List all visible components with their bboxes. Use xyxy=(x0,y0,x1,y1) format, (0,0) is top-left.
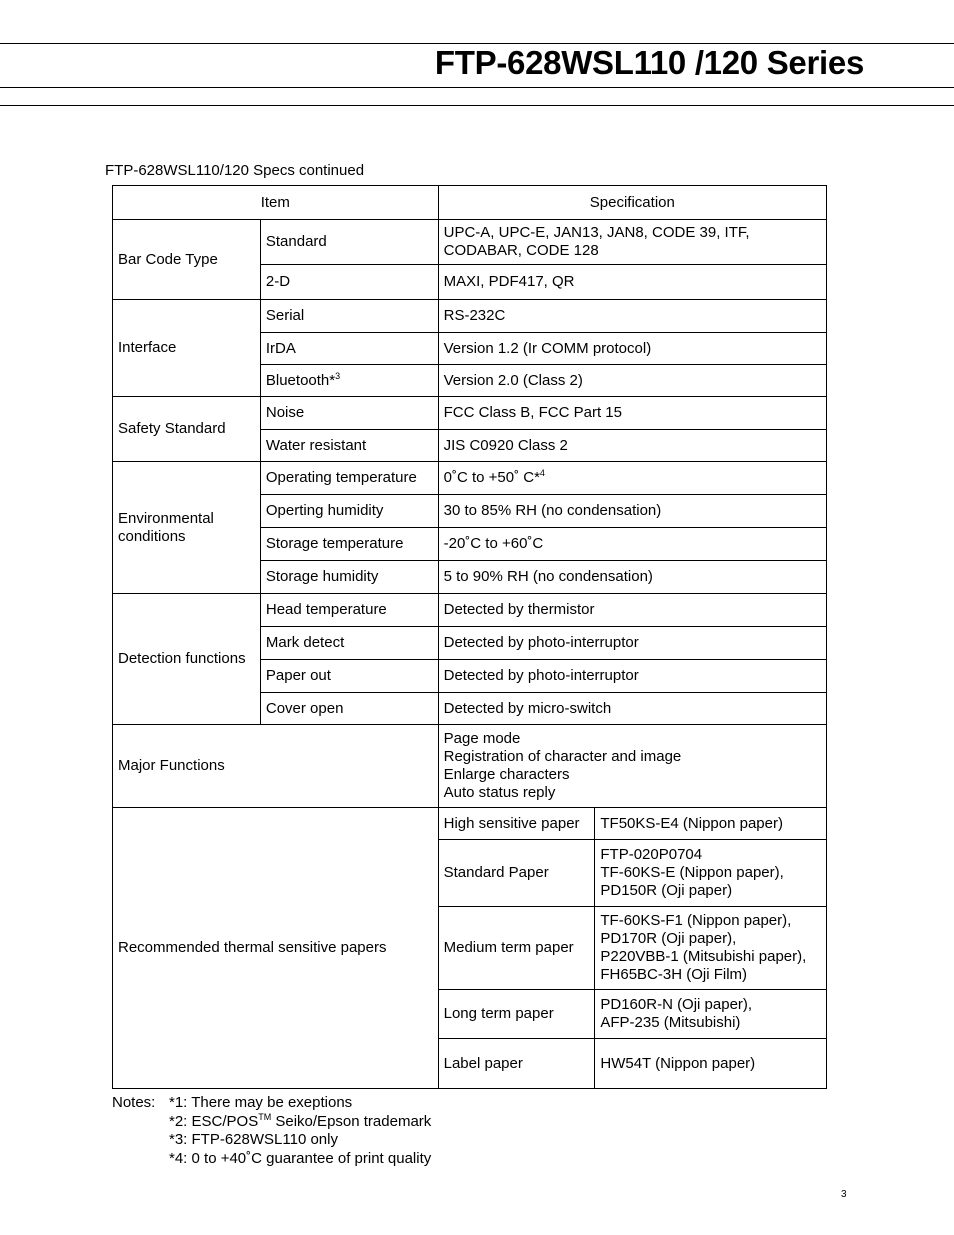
cell-bluetooth-spec: Version 2.0 (Class 2) xyxy=(438,365,826,397)
cell-paper-type: Long term paper xyxy=(438,990,595,1039)
row-label-papers: Recommended thermal sensitive papers xyxy=(113,808,439,1089)
row-label-bar-code: Bar Code Type xyxy=(113,220,261,300)
row-label-environment: Environmental conditions xyxy=(113,462,261,594)
row-label-safety: Safety Standard xyxy=(113,397,261,462)
table-row xyxy=(113,808,827,840)
cell-op-temp: Operating temperature xyxy=(260,462,438,495)
cell-paper-type: Label paper xyxy=(438,1039,595,1089)
cell-cover-spec: Detected by micro-switch xyxy=(438,693,826,725)
cell-paper-spec: TF50KS-E4 (Nippon paper) xyxy=(595,808,827,840)
table-row xyxy=(113,220,827,265)
cell-2d: 2-D xyxy=(260,265,438,300)
cell-noise: Noise xyxy=(260,397,438,430)
cell-standard-spec: UPC-A, UPC-E, JAN13, JAN8, CODE 39, ITF, CODABAR, CODE 128 xyxy=(438,220,826,265)
cell-paper-type: Medium term paper xyxy=(438,907,595,990)
cell-op-hum: Operting humidity xyxy=(260,495,438,528)
note-3: *3: FTP-628WSL110 only xyxy=(169,1131,338,1148)
cell-mark: Mark detect xyxy=(260,627,438,660)
cell-irda-spec: Version 1.2 (Ir COMM protocol) xyxy=(438,333,826,365)
cell-water-spec: JIS C0920 Class 2 xyxy=(438,430,826,462)
header-rule-middle xyxy=(0,87,954,88)
cell-irda: IrDA xyxy=(260,333,438,365)
specs-table xyxy=(112,185,827,1089)
cell-standard: Standard xyxy=(260,220,438,265)
cell-major-spec: Page mode Registration of character and image Enlarge characters Auto status reply xyxy=(438,725,826,808)
table-row xyxy=(113,300,827,333)
cell-paper-spec: HW54T (Nippon paper) xyxy=(595,1039,827,1089)
cell-paper-out: Paper out xyxy=(260,660,438,693)
table-row xyxy=(113,397,827,430)
cell-op-hum-spec: 30 to 85% RH (no condensation) xyxy=(438,495,826,528)
cell-st-temp-spec: -20˚C to +60˚C xyxy=(438,528,826,561)
cell-st-temp: Storage temperature xyxy=(260,528,438,561)
table-row xyxy=(113,725,827,808)
table-header-row xyxy=(113,186,827,220)
page-number: 3 xyxy=(841,1189,847,1200)
cell-mark-spec: Detected by photo-interruptor xyxy=(438,627,826,660)
header-specification: Specification xyxy=(438,186,826,220)
cell-op-temp-spec: 0˚C to +50˚ C*$^4$ xyxy=(438,462,826,495)
cell-water: Water resistant xyxy=(260,430,438,462)
notes xyxy=(112,1094,431,1168)
cell-paper-spec: PD160R-N (Oji paper), AFP-235 (Mitsubishi) xyxy=(595,990,827,1039)
note-4: *4: 0 to +40˚C guarantee of print quality xyxy=(169,1149,432,1167)
row-label-interface: Interface xyxy=(113,300,261,397)
page-title: FTP-628WSL110 /120 Series xyxy=(434,44,864,81)
row-label-detection: Detection functions xyxy=(113,594,261,725)
cell-noise-spec: FCC Class B, FCC Part 15 xyxy=(438,397,826,430)
note-1: *1: There may be exeptions xyxy=(169,1094,353,1111)
header-item: Item xyxy=(113,186,439,220)
cell-bluetooth: Bluetooth*$^3$ xyxy=(260,365,438,397)
cell-serial-spec: RS-232C xyxy=(438,300,826,333)
table-caption: FTP-628WSL110/120 Specs continued xyxy=(105,162,365,179)
cell-paper-type: Standard Paper xyxy=(438,840,595,907)
cell-serial: Serial xyxy=(260,300,438,333)
cell-st-hum-spec: 5 to 90% RH (no condensation) xyxy=(438,561,826,594)
note-2: *2: ESC/POS™ Seiko/Epson trademark xyxy=(169,1111,432,1130)
row-label-major: Major Functions xyxy=(113,725,439,808)
table-row xyxy=(113,594,827,627)
cell-paper-spec: FTP-020P0704 TF-60KS-E (Nippon paper), PD150R (Oji paper) xyxy=(595,840,827,907)
cell-head: Head temperature xyxy=(260,594,438,627)
cell-cover: Cover open xyxy=(260,693,438,725)
cell-head-spec: Detected by thermistor xyxy=(438,594,826,627)
cell-paper-out-spec: Detected by photo-interruptor xyxy=(438,660,826,693)
table-row xyxy=(113,462,827,495)
cell-paper-type: High sensitive paper xyxy=(438,808,595,840)
header-rule-bottom xyxy=(0,105,954,106)
cell-st-hum: Storage humidity xyxy=(260,561,438,594)
cell-paper-spec: TF-60KS-F1 (Nippon paper), PD170R (Oji paper), P220VBB-1 (Mitsubishi paper), FH65BC-3H (Oji Film) xyxy=(595,907,827,990)
cell-2d-spec: MAXI, PDF417, QR xyxy=(438,265,826,300)
notes-label: Notes: xyxy=(112,1094,156,1111)
